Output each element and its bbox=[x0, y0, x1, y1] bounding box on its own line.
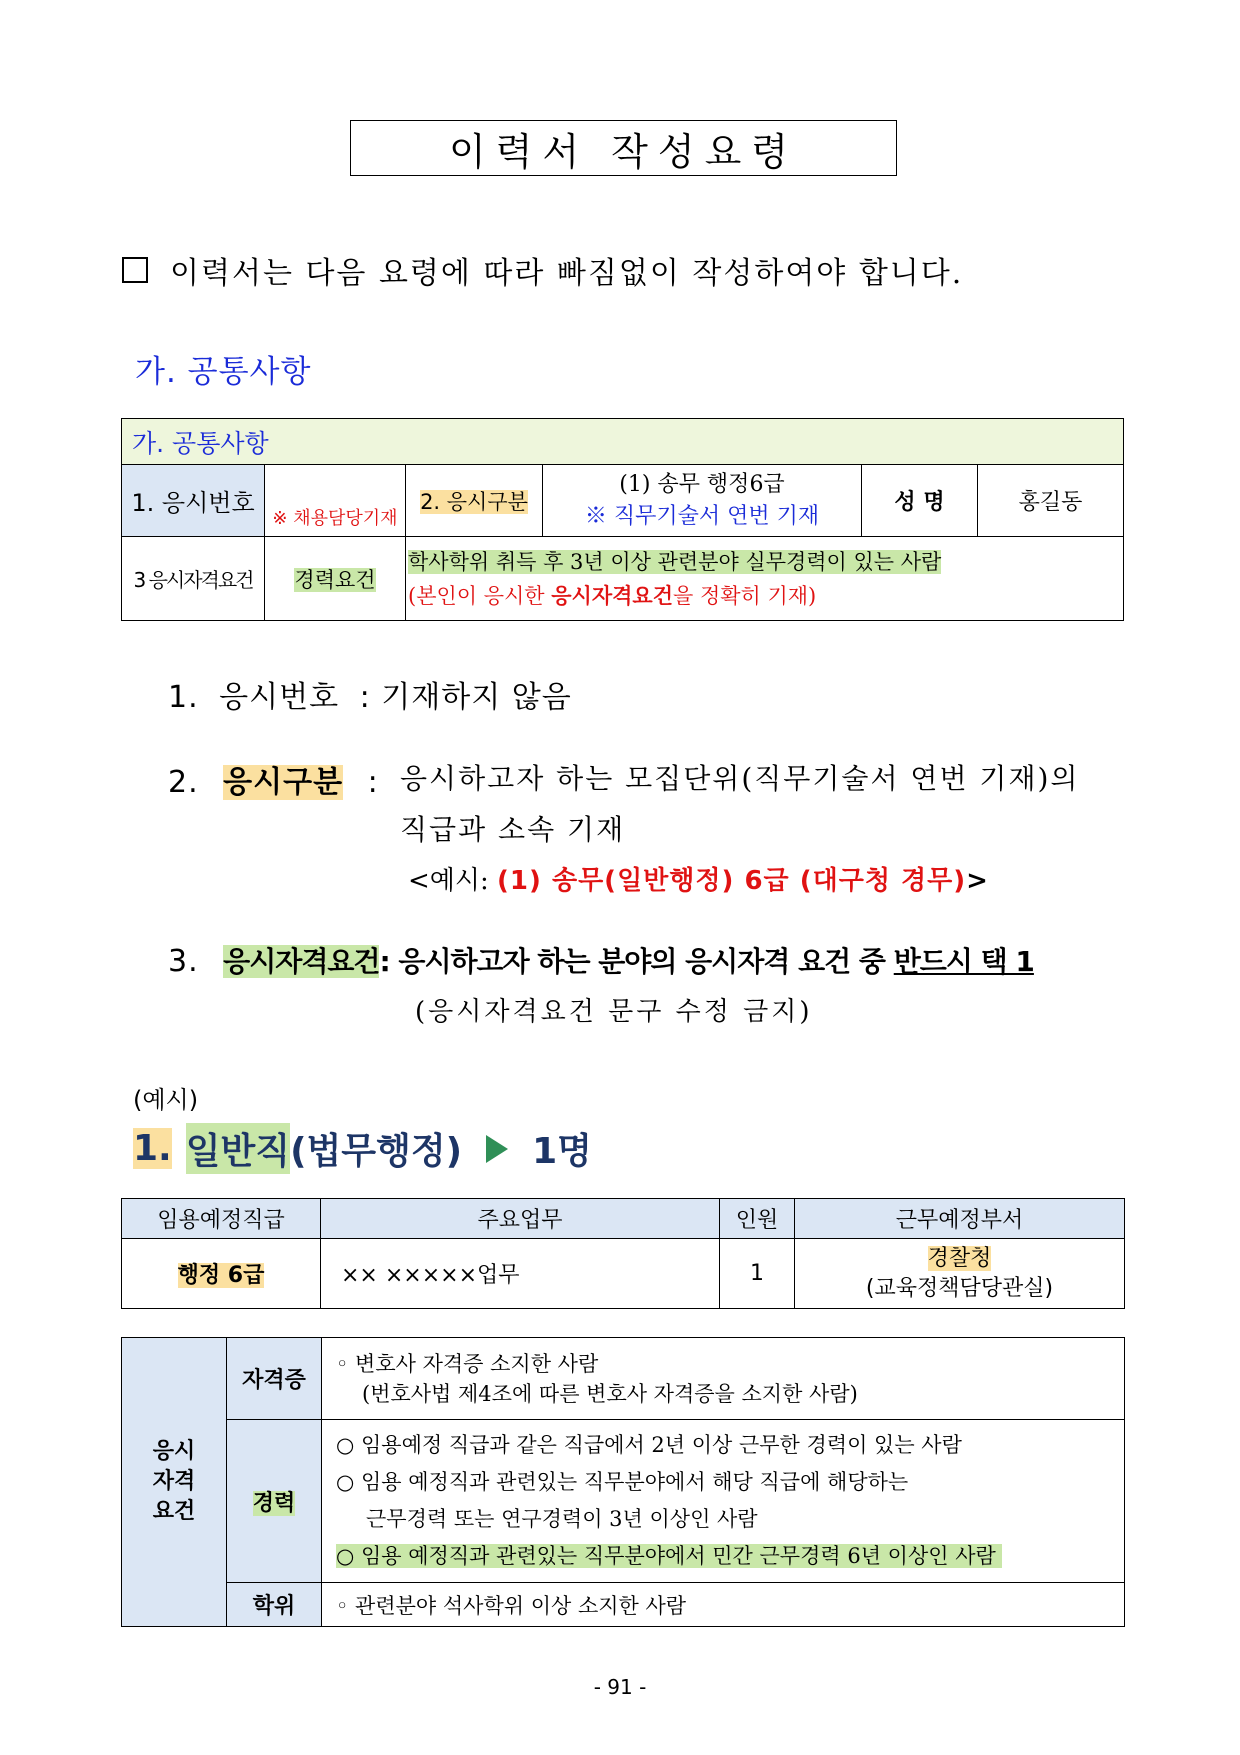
item-3-number: 3. bbox=[168, 944, 199, 979]
category-value: (1) 송무 행정6급 bbox=[619, 471, 785, 497]
position-table bbox=[121, 1198, 1125, 1309]
header-grade: 임용예정직급 bbox=[122, 1199, 321, 1239]
item-3-label: 응시자격요건 bbox=[223, 945, 380, 978]
qual-label: 3 응시자격요건 bbox=[122, 537, 265, 621]
arrow-right-icon bbox=[486, 1135, 508, 1163]
item-3-text: : 응시하고자 하는 분야의 응시자격 요건 중 bbox=[379, 945, 894, 978]
item-2-label: 응시구분 bbox=[223, 765, 344, 800]
item-2-example-post: > bbox=[966, 866, 988, 896]
exam-no-note: ※ 채용담당기재 bbox=[272, 508, 398, 529]
item-1-text: : 기재하지 않음 bbox=[359, 680, 572, 715]
item-2-colon: : bbox=[367, 765, 379, 800]
example-heading bbox=[133, 1123, 592, 1174]
intro-text: 이력서는 다음 요령에 따라 빠짐없이 작성하여야 합니다. bbox=[170, 256, 964, 291]
license-line-2: (번호사법 제4조에 따른 변호사 자격증을 소지한 사람) bbox=[362, 1381, 858, 1406]
row-license-label: 자격증 bbox=[227, 1338, 322, 1420]
document-title: 이력서 작성요령 bbox=[350, 120, 897, 176]
qual-value: 학사학위 취득 후 3년 이상 관련분야 실무경력이 있는 사람 bbox=[408, 549, 942, 574]
career-line-3: 근무경력 또는 연구경력이 3년 이상인 사람 bbox=[366, 1507, 758, 1531]
cell-count: 1 bbox=[720, 1239, 795, 1309]
career-line-4: ○ 임용 예정직과 관련있는 직무분야에서 민간 근무경력 6년 이상인 사람 bbox=[336, 1544, 1002, 1568]
license-line-1: ◦ 변호사 자격증 소지한 사람 bbox=[336, 1351, 599, 1376]
example-heading-count: 1명 bbox=[532, 1131, 592, 1172]
item-2-example-pre: <예시: bbox=[408, 866, 498, 896]
cell-dept-1: 경찰청 bbox=[927, 1245, 992, 1271]
item-2-text-1: 응시하고자 하는 모집단위(직무기술서 연번 기재)의 bbox=[400, 762, 1080, 795]
degree-line-1: ◦ 관련분야 석사학위 이상 소지한 사람 bbox=[322, 1583, 1125, 1627]
example-heading-number: 1. bbox=[133, 1128, 172, 1169]
example-heading-title: 일반직 bbox=[186, 1123, 290, 1174]
category-note: ※ 직무기술서 연번 기재 bbox=[584, 503, 820, 529]
page-number: - 91 - bbox=[593, 1675, 647, 1699]
qual-side-label-1: 응시 bbox=[152, 1439, 196, 1464]
checkbox-square-icon bbox=[122, 257, 148, 283]
common-table-header: 가. 공통사항 bbox=[122, 419, 1124, 465]
qual-note-post: 을 정확히 기재) bbox=[672, 583, 817, 608]
header-dept: 근무예정부서 bbox=[795, 1199, 1125, 1239]
qual-side-label bbox=[122, 1338, 227, 1627]
cell-duty: ×× ×××××업무 bbox=[321, 1239, 720, 1309]
row-degree-label: 학위 bbox=[227, 1583, 322, 1627]
cell-grade: 행정 6급 bbox=[177, 1263, 265, 1288]
qual-note-bold: 응시자격요건 bbox=[551, 582, 673, 608]
qual-side-label-3: 요건 bbox=[152, 1499, 196, 1524]
header-count: 인원 bbox=[720, 1199, 795, 1239]
item-2 bbox=[168, 757, 379, 801]
name-label: 성 명 bbox=[862, 465, 978, 537]
qual-note bbox=[408, 579, 1123, 613]
item-2-example bbox=[408, 860, 988, 897]
name-value: 홍길동 bbox=[978, 465, 1124, 537]
career-line-2: ○ 임용 예정직과 관련있는 직무분야에서 해당 직급에 해당하는 bbox=[336, 1470, 909, 1494]
item-3-note: (응시자격요건 문구 수정 금지) bbox=[415, 997, 813, 1027]
common-info-table bbox=[121, 418, 1124, 621]
section-heading-common: 가. 공통사항 bbox=[135, 354, 312, 390]
qual-side-label-2: 자격 bbox=[152, 1469, 196, 1494]
item-1-number: 1. bbox=[168, 680, 199, 715]
item-1 bbox=[168, 672, 572, 716]
item-2-text-2: 직급과 소속 기재 bbox=[400, 813, 626, 846]
item-2-example-red: (1) 송무(일반행정) 6급 (대구청 경무) bbox=[497, 866, 967, 896]
item-3 bbox=[168, 940, 1034, 980]
cell-dept-2: (교육정책담당관실) bbox=[865, 1275, 1054, 1301]
item-3-underline: 반드시 택 1 bbox=[893, 945, 1034, 978]
item-1-label: 응시번호 bbox=[219, 680, 340, 715]
example-label: (예시) bbox=[133, 1086, 199, 1114]
qualification-table bbox=[121, 1337, 1125, 1627]
category-label: 2. 응시구분 bbox=[420, 489, 528, 514]
career-line-1: ○ 임용예정 직급과 같은 직급에서 2년 이상 근무한 경력이 있는 사람 bbox=[336, 1433, 962, 1457]
intro-line bbox=[122, 248, 963, 292]
qual-type: 경력요건 bbox=[294, 567, 376, 592]
header-duty: 주요업무 bbox=[321, 1199, 720, 1239]
qual-note-pre: (본인이 응시한 bbox=[408, 583, 552, 608]
item-2-number: 2. bbox=[168, 765, 199, 800]
example-heading-paren: (법무행정) bbox=[290, 1131, 463, 1172]
exam-no-label: 1. 응시번호 bbox=[122, 465, 265, 537]
row-career-label: 경력 bbox=[252, 1490, 296, 1516]
